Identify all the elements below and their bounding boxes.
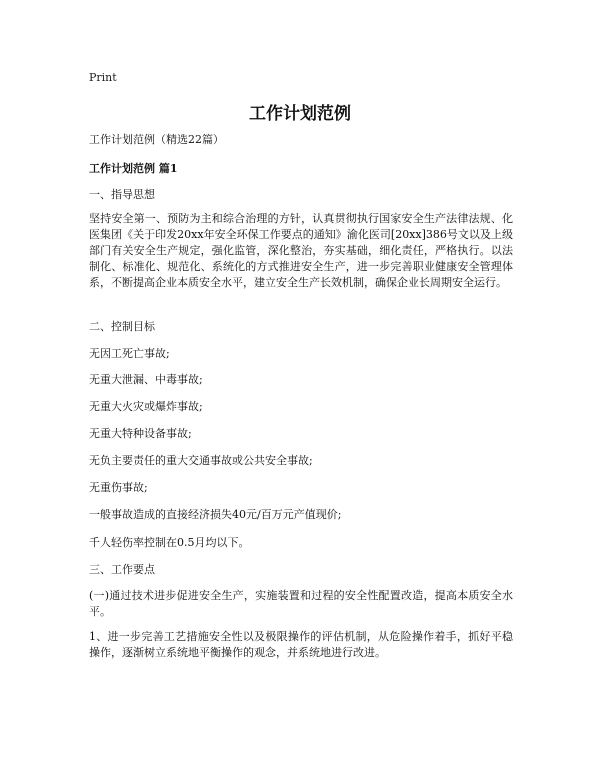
target-item: 无负主要责任的重大交通事故或公共安全事故; [89, 454, 313, 467]
target-item: 千人轻伤率控制在0.5月均以下。 [89, 536, 250, 549]
work-point-paragraph: 1、进一步完善工艺措施安全性以及极限操作的评估机制，从危险操作着手，抓好平稳操作，逐渐树立系统地平衡操作的观念，并系统地进行改进。 [89, 630, 513, 659]
heading-work-points: 三、工作要点 [89, 563, 155, 576]
work-point-paragraph: (一)通过技术进步促进安全生产，实施装置和过程的安全性配置改造，提高本质安全水平。 [89, 589, 513, 618]
target-item: 无重大特种设备事故; [89, 427, 192, 440]
heading-guiding-thought: 一、指导思想 [89, 188, 155, 201]
target-item: 无重大泄漏、中毒事故; [89, 373, 203, 386]
target-item: 一般事故造成的直接经济损失40元/百万元产值现价; [89, 508, 342, 521]
target-item: 无重大火灾或爆炸事故; [89, 400, 203, 413]
guiding-paragraph: 坚持安全第一、预防为主和综合治理的方针，认真贯彻执行国家安全生产法律法规、化医集团《关于印发20xx年安全环保工作要点的通知》渝化医司[20xx]386号文以及上级部门有关安全生产规定，强化监管，深化整治，夯实基础，细化责任，严格执行。以法制化、标准化、规范化、系统化的方式推进安全生产，进一步完善职业健康安全管理体系，不断提高企业本质安全水平，建立安全生产长效机制，确保企业长周期安全运行。 [89, 212, 513, 289]
target-item: 无因工死亡事故; [89, 347, 170, 360]
heading-control-targets: 二、控制目标 [89, 320, 155, 333]
target-item: 无重伤事故; [89, 481, 148, 494]
print-label: Print [89, 71, 117, 84]
section-title: 工作计划范例 篇1 [89, 162, 178, 175]
document-subtitle: 工作计划范例（精选22篇） [89, 133, 224, 146]
document-title: 工作计划范例 [249, 104, 351, 124]
